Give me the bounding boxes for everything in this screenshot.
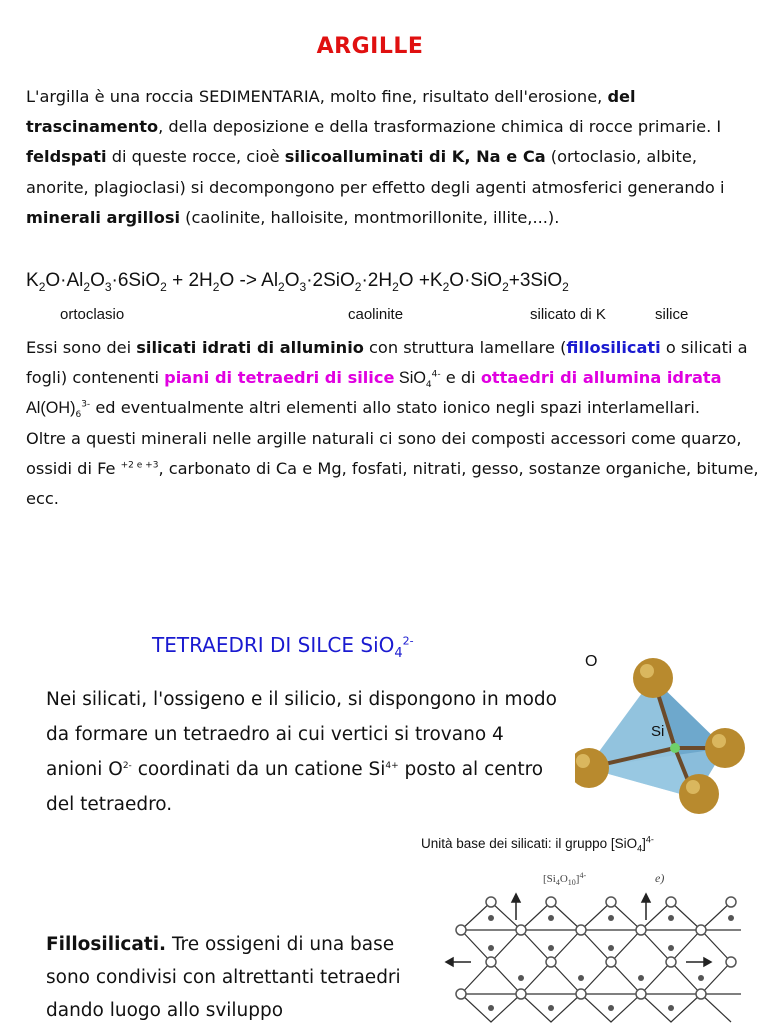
page-title: ARGILLE	[316, 34, 424, 59]
magenta-ottaedri: ottaedri di allumina idrata	[480, 368, 722, 388]
intro-paragraph	[26, 82, 748, 233]
intro-bold-minerali: minerali argillosi	[26, 207, 181, 227]
label-ortoclasio: ortoclasio	[60, 306, 125, 323]
intro-bold-feldspati: feldspati	[26, 147, 107, 167]
silicon-label: Si	[651, 723, 665, 740]
figure-caption: Unità base dei silicati: il gruppo $[SiO_4]^{4-}$	[421, 834, 654, 854]
silicate-sheet-diagram	[411, 862, 768, 1024]
label-silicato-k: silicato di K	[530, 306, 606, 323]
intro-text: di queste rocce, cioè	[106, 147, 285, 167]
label-caolinite: caolinite	[348, 306, 404, 323]
fillosilicati-paragraph: Fillosilicati. Tre ossigeni di una base sono condivisi con altrettanti tetraedri dando luogo allo sviluppo	[46, 934, 401, 1021]
intro-text: (caolinite, halloisite, montmorillonite, illite,...).	[180, 207, 560, 227]
intro-bold-silicoalluminati: silicoalluminati di K, Na e Ca	[284, 147, 546, 167]
bold-silicati-idrati: silicati idrati di alluminio	[136, 338, 364, 357]
intro-text: , della deposizione e della trasformazione chimica di rocce primarie. I	[158, 117, 722, 137]
sheet-formula: $[Si_4O_{10}]^{4-}$	[543, 871, 587, 887]
oxygen-label: O	[585, 653, 598, 670]
intro-text: L'argilla è una roccia SEDIMENTARIA, molto fine, risultato dell'erosione,	[26, 87, 608, 106]
tetra-paragraph: Nei silicati, l'ossigeno e il silicio, si dispongono in modo da formare un tetraedro ai cui vertici si trovano 4 anioni $O^{2-}$ coordinati da un catione $Si^{4+}$ posto al centro del tetraedro.	[46, 689, 557, 815]
label-silice: silice	[655, 306, 689, 323]
magenta-piani-tetraedri: piani di tetraedri di silice	[164, 368, 395, 388]
silicates-paragraph: Essi sono dei silicati idrati di alluminio con struttura lamellare (fillosilicati o silicati a fogli) contenenti piani di tetraedri di silice SiO$_4^{4-}$ e di ottaedri di allumina idrata $Al(OH)_6^{3-}$ ed eventualmente altri elementi allo stato ionico negli spazi interlamellari. Oltre a questi minerali nelle argille naturali ci sono dei composti accessori come quarzo, ossidi di Fe $^{+2 e +3}$, carbonato di Ca e Mg, fosfati, nitrati, gesso, sostanze organiche, bitume, ecc.	[26, 338, 759, 509]
tetra-section-title: TETRAEDRI DI SILCE SiO$_4^{2-}$	[152, 633, 414, 661]
intro-bold-trascinamento: del trascinamento	[26, 87, 636, 137]
tetrahedron-figure	[575, 640, 751, 818]
fillosilicati-bold: Fillosilicati.	[46, 934, 167, 955]
sheet-letter: e)	[655, 871, 665, 885]
bold-fillosilicati: fillosilicati	[566, 338, 661, 357]
intro-text: (ortoclasio, albite, anorite, plagioclasi) si decompongono per effetto degli agenti atmosferici generando i	[26, 147, 725, 197]
reaction-equation: $K_2O\cdot Al_2O_3\cdot 6SiO_2 + 2H_2O -> Al_2O_3\cdot 2SiO_2\cdot 2H_2O +K_2O\cdot SiO_2+3SiO_2$	[26, 270, 569, 294]
